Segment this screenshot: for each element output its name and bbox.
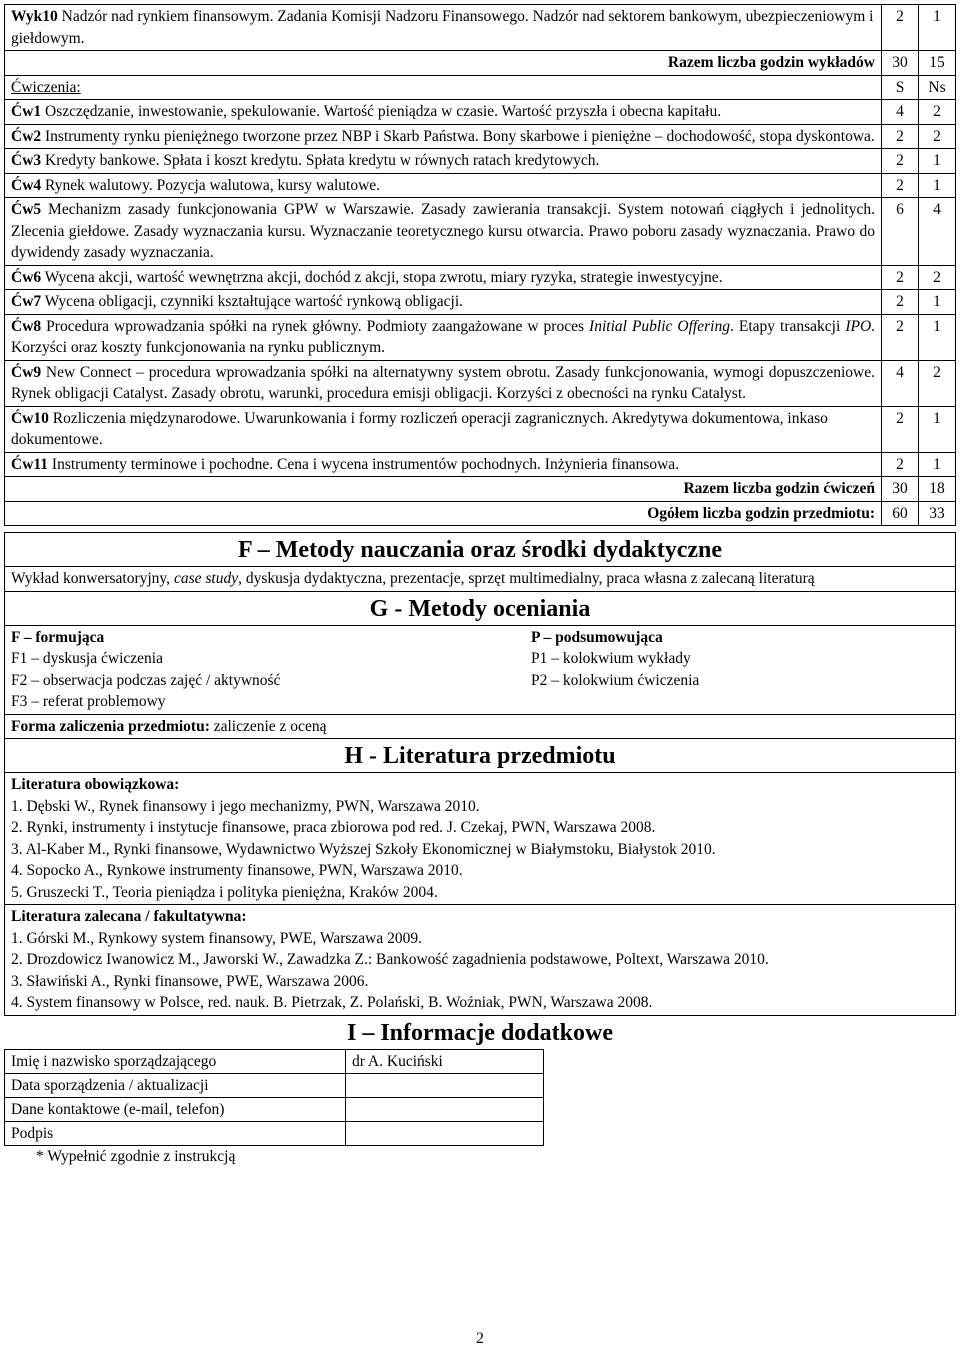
list-item: 3. Sławiński A., Rynki finansowe, PWE, Warszawa 2006. (11, 972, 369, 990)
footnote: * Wypełnić zgodnie z instrukcją (36, 1147, 236, 1165)
exercise-topic: Ćw3 Kredyty bankowe. Spłata i koszt kredytu. Spłata kredytu w równych ratach kredytowych. (5, 149, 882, 174)
list-item: 5. Gruszecki T., Teoria pieniądza i polityka pieniężna, Kraków 2004. (11, 883, 438, 901)
exercise-total-ns: 18 (919, 477, 956, 502)
hours-ns: 1 (919, 452, 956, 477)
optional-literature-label: Literatura zalecana / fakultatywna: (11, 908, 247, 925)
exercise-total-s: 30 (882, 477, 919, 502)
hours-table (4, 4, 956, 526)
exercise-topic: Ćw6 Wycena akcji, wartość wewnętrzna akcji, dochód z akcji, stopa zwrotu, miary ryzyka, strategie inwestycyjne. (5, 265, 882, 290)
lecture-total-s: 30 (882, 51, 919, 76)
list-item: 2. Rynki, instrumenty i instytucje finansowe, praca zbiorowa pod red. J. Czekaj, PWN, Warszawa 2008. (11, 819, 656, 836)
exercise-topic: Ćw4 Rynek walutowy. Pozycja walutowa, kursy walutowe. (5, 173, 882, 198)
list-item: 1. Górski M., Rynkowy system finansowy, PWE, Warszawa 2009. (11, 929, 422, 947)
signature-label: Podpis (5, 1121, 346, 1145)
hours-s: 4 (882, 360, 919, 406)
info-table (4, 1049, 544, 1146)
list-item: F2 – obserwacja podczas zajęć / aktywność (11, 671, 281, 689)
section-h-title: H - Literatura przedmiotu (4, 739, 956, 773)
syllabus-page (4, 4, 956, 1168)
hours-ns: 1 (919, 290, 956, 315)
hours-ns: 4 (919, 198, 956, 266)
table-row (5, 360, 956, 406)
hours-s: 2 (882, 314, 919, 360)
ns-label: Ns (919, 75, 956, 100)
list-item: P1 – kolokwium wykłady (531, 650, 691, 667)
table-row (5, 290, 956, 315)
hours-s: 4 (882, 100, 919, 125)
optional-literature (4, 905, 956, 1016)
list-item: 4. System finansowy w Polsce, red. nauk. B. Pietrzak, Z. Polański, B. Woźniak, PWN, Warszawa 2008. (11, 994, 653, 1011)
table-row (5, 198, 956, 266)
lecture-topic: Wyk10 Nadzór nad rynkiem finansowym. Zadania Komisji Nadzoru Finansowego. Nadzór nad sektorem bankowym, ubezpieczeniowym i giełdowym. (5, 5, 882, 51)
table-row (5, 173, 956, 198)
exercise-topic: Ćw2 Instrumenty rynku pieniężnego tworzone przez NBP i Skarb Państwa. Bony skarbowe i pieniężne – dochodowość, stopa dyskontowa. (5, 124, 882, 149)
exercise-topic: Ćw11 Instrumenty terminowe i pochodne. Cena i wycena instrumentów pochodnych. Inżynieria finansowa. (5, 452, 882, 477)
hours-s: 2 (882, 173, 919, 198)
hours-s: 2 (882, 265, 919, 290)
date-value (346, 1073, 544, 1097)
section-g-title: G - Metody oceniania (4, 592, 956, 626)
grand-total-s: 60 (882, 501, 919, 526)
hours-ns: 2 (919, 100, 956, 125)
table-row (5, 1073, 544, 1097)
hours-s: 2 (882, 149, 919, 174)
hours-ns: 1 (919, 5, 956, 51)
required-literature (4, 773, 956, 905)
exercise-topic: Ćw10 Rozliczenia międzynarodowe. Uwarunkowania i formy rozliczeń operacji zagranicznych. Akredytywa dokumentowa, inkaso dokumentowe. (5, 406, 882, 452)
hours-s: 6 (882, 198, 919, 266)
hours-ns: 2 (919, 124, 956, 149)
section-f-title: F – Metody nauczania oraz środki dydaktyczne (4, 532, 956, 567)
table-row (5, 1121, 544, 1145)
exercise-topic: Ćw5 Mechanizm zasady funkcjonowania GPW w Warszawie. Zasady zawierania transakcji. System notowań ciągłych i jednolitych. Zlecenia giełdowe. Zasady wyznaczania kursu. Wyznaczanie teoretycznego kursu otwarcia. Prawo poboru zasady wyznaczania. Prawo do dywidendy zasady wyznaczania. (5, 198, 882, 266)
table-row (5, 51, 956, 76)
exercise-topic: Ćw9 New Connect – procedura wprowadzania spółki na alternatywny system obrotu. Zasady funkcjonowania, wymogi dopuszczeniowe. Rynek obligacji Catalyst. Zasady obrotu, warunki, procedura emisji obligacji. Korzyści z obecności na rynku Catalyst. (5, 360, 882, 406)
teaching-methods: Wykład konwersatoryjny, case study, dyskusja dydaktyczna, prezentacje, sprzęt multimedialny, praca własna z zalecaną literaturą (4, 567, 956, 592)
exercises-heading: Ćwiczenia: (5, 75, 882, 100)
date-label: Data sporządzenia / aktualizacji (5, 1073, 346, 1097)
table-row (5, 501, 956, 526)
hours-s: 2 (882, 124, 919, 149)
table-row (5, 477, 956, 502)
summative-title: P – podsumowująca (531, 628, 663, 646)
table-row (5, 1097, 544, 1121)
hours-ns: 1 (919, 173, 956, 198)
table-row (5, 124, 956, 149)
list-item: 2. Drozdowicz Iwanowicz M., Jaworski W., Zawadzka Z.: Bankowość zagadnienia podstawowe, Poltext, Warszawa 2010. (11, 951, 769, 968)
table-row (5, 265, 956, 290)
hours-ns: 2 (919, 360, 956, 406)
s-label: S (882, 75, 919, 100)
table-row (5, 314, 956, 360)
lecture-total-ns: 15 (919, 51, 956, 76)
signature-value (346, 1121, 544, 1145)
section-i-title: I – Informacje dodatkowe (347, 1019, 613, 1046)
lecture-total-label: Razem liczba godzin wykładów (5, 51, 882, 76)
formative-column (5, 626, 525, 714)
exercise-topic: Ćw1 Oszczędzanie, inwestowanie, spekulowanie. Wartość pieniądza w czasie. Wartość przyszła i obecna kapitału. (5, 100, 882, 125)
table-row (5, 452, 956, 477)
required-literature-label: Literatura obowiązkowa: (11, 776, 180, 793)
hours-s: 2 (882, 290, 919, 315)
hours-ns: 2 (919, 265, 956, 290)
summative-column (525, 626, 705, 714)
list-item: F3 – referat problemowy (11, 693, 166, 710)
hours-s: 2 (882, 5, 919, 51)
formative-title: F – formująca (11, 628, 105, 646)
exercise-total-label: Razem liczba godzin ćwiczeń (5, 477, 882, 502)
list-item: 3. Al-Kaber M., Rynki finansowe, Wydawnictwo Wyższej Szkoły Ekonomicznej w Białymstoku, Białystok 2010. (11, 840, 716, 858)
hours-s: 2 (882, 406, 919, 452)
author-value: dr A. Kuciński (346, 1049, 544, 1073)
exercise-topic: Ćw8 Procedura wprowadzania spółki na rynek główny. Podmioty zaangażowane w proces Initial Public Offering. Etapy transakcji IPO. Korzyści oraz koszty funkcjonowania na rynku publicznym. (5, 314, 882, 360)
list-item: F1 – dyskusja ćwiczenia (11, 650, 163, 667)
author-label: Imię i nazwisko sporządzającego (5, 1049, 346, 1073)
list-item: 1. Dębski W., Rynek finansowy i jego mechanizmy, PWN, Warszawa 2010. (11, 797, 480, 815)
table-row (5, 100, 956, 125)
hours-s: 2 (882, 452, 919, 477)
grand-total-ns: 33 (919, 501, 956, 526)
table-row (5, 149, 956, 174)
table-row (5, 5, 956, 51)
list-item: 4. Sopocko A., Rynkowe instrumenty finansowe, PWN, Warszawa 2010. (11, 862, 463, 879)
hours-ns: 1 (919, 149, 956, 174)
table-row (5, 1049, 544, 1073)
assessment-methods (4, 626, 956, 715)
hours-ns: 1 (919, 314, 956, 360)
contact-label: Dane kontaktowe (e-mail, telefon) (5, 1097, 346, 1121)
table-row (5, 75, 956, 100)
contact-value (346, 1097, 544, 1121)
list-item: P2 – kolokwium ćwiczenia (531, 671, 700, 689)
exercise-topic: Ćw7 Wycena obligacji, czynniki kształtujące wartość rynkową obligacji. (5, 290, 882, 315)
page-number: 2 (476, 1330, 484, 1347)
grand-total-label: Ogółem liczba godzin przedmiotu: (5, 501, 882, 526)
hours-ns: 1 (919, 406, 956, 452)
table-row (5, 406, 956, 452)
assessment-form: Forma zaliczenia przedmiotu: zaliczenie z oceną (4, 715, 956, 740)
